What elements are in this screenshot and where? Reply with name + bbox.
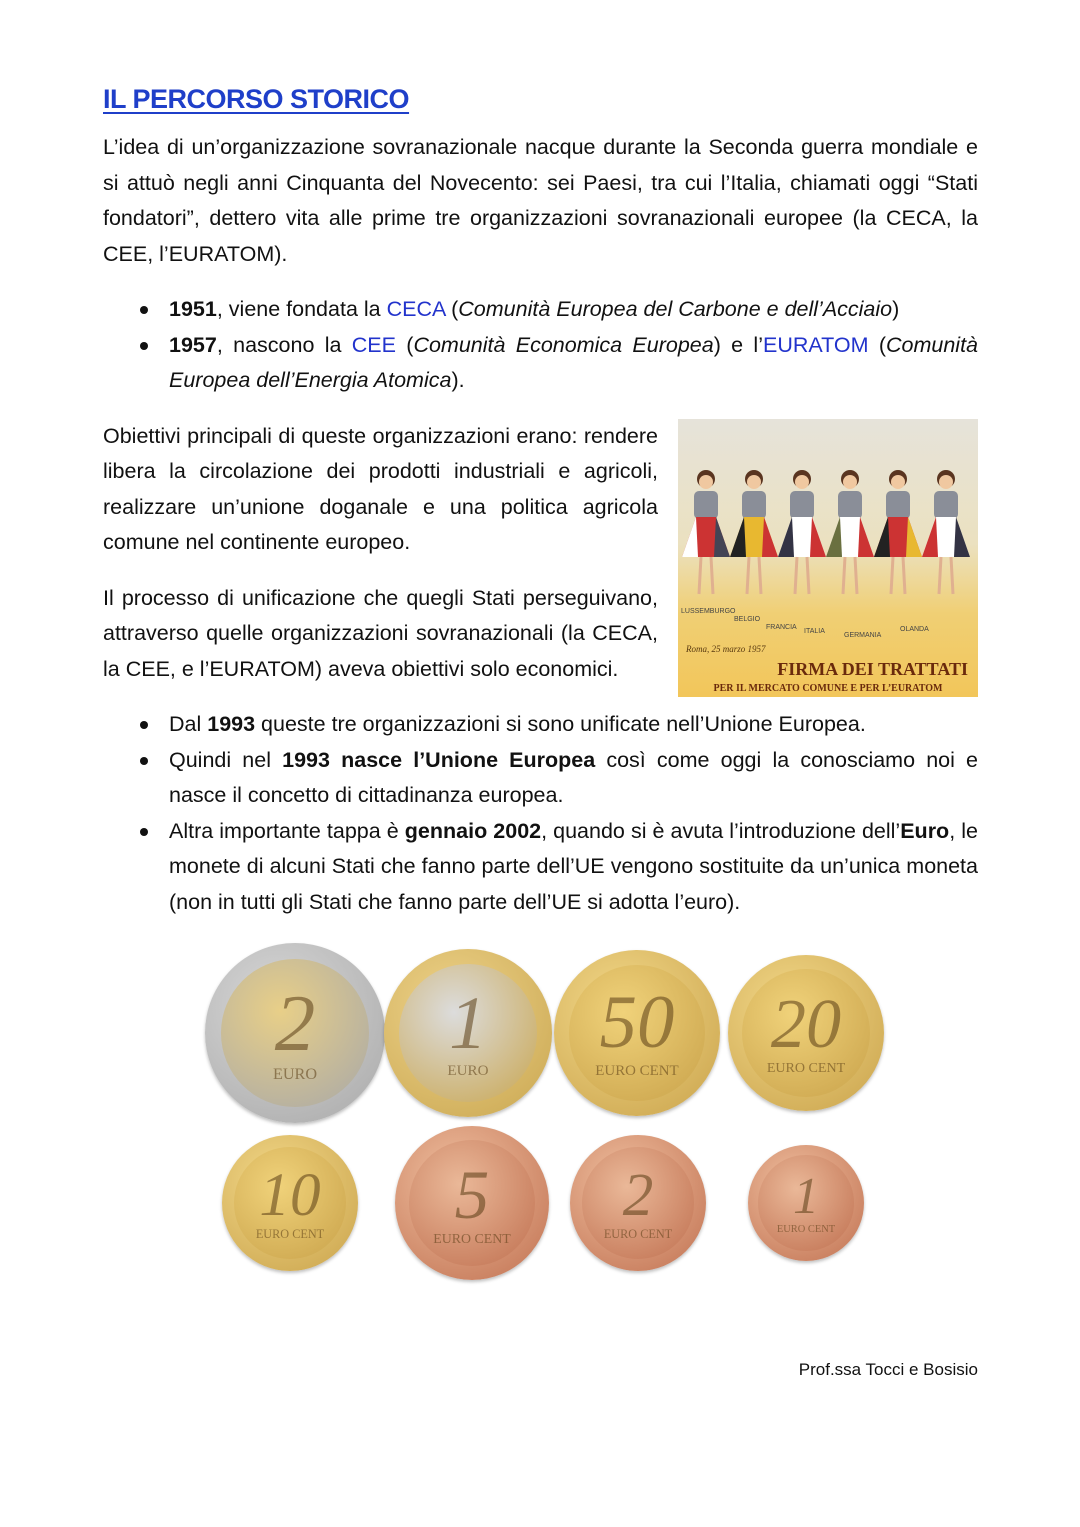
process-paragraph-part1: Il processo di unificazione che quegli Stati perseguivano, attraverso quelle organizzazioni	[103, 585, 658, 645]
euro-coin-2-euro	[205, 943, 385, 1123]
euro-coin-1-euro-cent	[748, 1145, 864, 1261]
poster-country: ITALIA	[804, 627, 825, 635]
page-title: IL PERCORSO STORICO	[103, 84, 410, 114]
process-paragraph-part2: sovranazionali (la CECA, la CEE, e l’EURATOM) aveva obiettivi solo economici.	[103, 621, 658, 681]
coin-unit: EURO CENT	[255, 1226, 325, 1241]
coin-value: 20	[770, 985, 842, 1064]
poster-subline: PER IL MERCATO COMUNE E PER L’EURATOM	[713, 682, 943, 694]
coin-value: 10	[259, 1160, 321, 1229]
coin-value: 2	[274, 977, 316, 1068]
coin-value: 1	[449, 981, 487, 1065]
euro-coin-20-euro-cent	[728, 955, 884, 1111]
coin-unit: EURO CENT	[766, 1060, 846, 1077]
poster-country: OLANDA	[900, 625, 929, 633]
list-item: Quindi nel 1993 nasce l’Unione Europea così come oggi la conosciamo noi e nasce il concetto di cittadinanza europea.	[136, 743, 978, 814]
eu-list	[136, 707, 978, 920]
founding-list	[136, 292, 978, 399]
poster-country: LUSSEMBURGO	[681, 607, 736, 615]
euro-coin-10-euro-cent	[222, 1135, 358, 1271]
list-item: Dal 1993 queste tre organizzazioni si sono unificate nell’Unione Europea.	[136, 707, 978, 743]
intro-paragraph: L’idea di un’organizzazione sovranazionale nacque durante la Seconda guerra mondiale e si attuò negli anni Cinquanta del Novecento: sei Paesi, tra cui l’Italia, chiamati oggi “Stati fondatori”, dettero vita alle prime tre organizzazioni sovranazionali europee (la CECA, la CEE, l’EURATOM).	[103, 135, 978, 266]
poster-country: FRANCIA	[766, 623, 797, 631]
objectives-paragraph: Obiettivi principali di queste organizzazioni erano: rendere libera la circolazione dei prodotti industriali e agricoli, realizzare un’unione doganale e una politica agricola comune nel continente europeo.	[103, 423, 658, 554]
coin-value: 2	[622, 1160, 654, 1229]
coin-value: 1	[792, 1167, 820, 1226]
euro-coins-image	[103, 940, 978, 1320]
coin-unit: EURO CENT	[603, 1226, 673, 1241]
list-item: Altra importante tappa è gennaio 2002, quando si è avuta l’introduzione dell’Euro, le monete di alcuni Stati che fanno parte dell’UE vengono sostituite da un’unica moneta (non in tutti gli Stati che fanno parte dell’UE si adotta l’euro).	[136, 814, 978, 921]
list-item: 1957, nascono la CEE (Comunità Economica Europea) e l’EURATOM (Comunità Europea dell’Energia Atomica).	[136, 328, 978, 399]
euro-coin-5-euro-cent	[395, 1126, 549, 1280]
coin-unit: EURO CENT	[776, 1224, 836, 1236]
footer-author: Prof.ssa Tocci e Bosisio	[798, 1360, 978, 1379]
euro-coin-1-euro	[384, 949, 552, 1117]
treaty-poster-image	[678, 419, 978, 697]
poster-country: GERMANIA	[844, 631, 882, 639]
euro-coin-2-euro-cent	[570, 1135, 706, 1271]
coin-unit: EURO CENT	[433, 1231, 511, 1247]
coin-value: 5	[454, 1155, 490, 1233]
coin-value: 50	[599, 981, 675, 1065]
euro-coin-50-euro-cent	[554, 950, 720, 1116]
coin-unit: EURO	[272, 1064, 318, 1083]
poster-country: BELGIO	[734, 615, 761, 623]
list-item: 1951, viene fondata la CECA (Comunità Europea del Carbone e dell’Acciaio)	[136, 292, 978, 328]
poster-date: Roma, 25 marzo 1957	[686, 643, 766, 654]
poster-headline: FIRMA DEI TRATTATI	[777, 658, 968, 679]
coin-unit: EURO	[447, 1063, 489, 1080]
coin-unit: EURO CENT	[595, 1063, 679, 1080]
